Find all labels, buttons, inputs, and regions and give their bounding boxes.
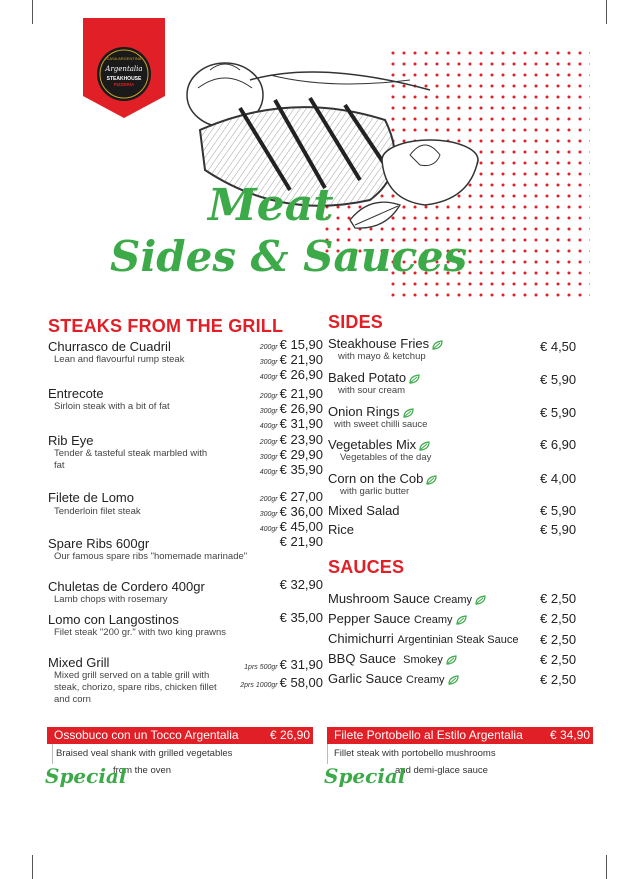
leaf-icon [456, 615, 468, 625]
special-banner [47, 727, 313, 744]
item-prices [240, 657, 323, 693]
steak-item [48, 536, 323, 563]
price-value: € 35,00 [279, 610, 323, 625]
title-meat: Meat [208, 180, 334, 231]
sauce-item [328, 671, 460, 688]
steaks-heading: STEAKS FROM THE GRILL [48, 316, 284, 336]
item-name: Mixed Grill [48, 655, 110, 670]
price-value: € 32,90 [279, 577, 323, 592]
logo-text-steakhouse: STEAKHOUSE [106, 76, 142, 82]
price-weight: 400gr [259, 469, 278, 476]
crop-mark [32, 855, 33, 879]
price-weight: 200gr [259, 439, 278, 446]
item-desc: Mixed grill served on a table grill with steak, chorizo, spare ribs, chicken fillet and corn [54, 670, 217, 705]
item-desc: with garlic butter [340, 486, 410, 497]
price-value: € 21,90 [279, 534, 323, 549]
item-desc: Tenderloin filet steak [54, 506, 141, 517]
item-desc: Our famous spare ribs "homemade marinade" [54, 551, 248, 562]
sauce-note: Argentinian Steak Sauce [397, 634, 519, 646]
item-name: Rice [328, 522, 355, 537]
price-value: € 21,90 [279, 352, 323, 367]
price-weight: 300gr [259, 454, 278, 461]
side-price: € 4,50 [540, 339, 577, 354]
divider [52, 744, 53, 764]
item-name: Rib Eye [48, 433, 94, 448]
side-item [328, 471, 438, 498]
price-weight: 400gr [259, 526, 278, 533]
item-name: Churrasco de Cuadril [48, 339, 171, 354]
price-weight: 400gr [259, 423, 278, 430]
price-value: € 21,90 [279, 386, 323, 401]
leaf-icon [419, 441, 431, 451]
side-price: € 5,90 [540, 405, 577, 420]
sauce-price: € 2,50 [540, 591, 577, 606]
side-price: € 5,90 [540, 372, 577, 387]
sides-heading: SIDES [328, 312, 384, 332]
steak-item [48, 432, 323, 477]
steak-item [48, 655, 323, 706]
special-desc-line1: Fillet steak with portobello mushrooms [334, 748, 496, 759]
crop-mark [606, 0, 607, 24]
item-name: Lomo con Langostinos [48, 612, 179, 627]
item-desc: with mayo & ketchup [338, 351, 426, 362]
price-value: € 26,90 [279, 401, 323, 416]
leaf-icon [446, 655, 458, 665]
sauce-name: Pepper Sauce [328, 611, 411, 626]
leaf-icon [475, 595, 487, 605]
side-item [328, 437, 431, 464]
price-value: € 31,90 [279, 416, 323, 431]
divider [327, 744, 328, 764]
side-price: € 5,90 [540, 503, 577, 518]
item-prices [260, 388, 323, 433]
sauce-name: Garlic Sauce [328, 671, 403, 686]
price-weight: 300gr [259, 511, 278, 518]
sauce-item [328, 651, 458, 668]
special-title: Filete Portobello al Estilo Argentalia [334, 728, 523, 742]
item-desc: Vegetables of the day [340, 452, 432, 463]
price-value: € 35,90 [279, 462, 323, 477]
side-price: € 4,00 [540, 471, 577, 486]
price-value: € 15,90 [279, 337, 323, 352]
steak-item [48, 579, 323, 606]
item-prices [280, 579, 323, 591]
sauce-name: Mushroom Sauce [328, 591, 430, 606]
item-name: Vegetables Mix [328, 437, 417, 452]
sauce-price: € 2,50 [540, 672, 577, 687]
item-desc: Lamb chops with rosemary [54, 594, 168, 605]
item-name: Baked Potato [328, 370, 407, 385]
side-item [328, 503, 400, 518]
sauce-note: Creamy [414, 614, 453, 626]
steak-item [48, 612, 323, 639]
item-name: Corn on the Cob [328, 471, 424, 486]
steak-item [48, 386, 323, 431]
item-name: Onion Rings [328, 404, 400, 419]
sauce-note: Creamy [406, 674, 445, 686]
logo [83, 18, 165, 118]
price-weight: 1prs 500gr [244, 664, 278, 671]
item-prices [280, 612, 323, 624]
special-price: € 34,90 [549, 728, 590, 742]
leaf-icon [426, 475, 438, 485]
sauce-item [328, 611, 468, 628]
steak-item [48, 489, 323, 534]
item-prices [260, 491, 323, 536]
sauce-note: Creamy [433, 594, 473, 606]
item-name: Spare Ribs 600gr [48, 536, 150, 551]
item-desc: Filet steak "200 gr." with two king prawns [54, 627, 227, 638]
price-value: € 26,90 [279, 367, 323, 382]
price-weight: 400gr [259, 374, 278, 381]
price-weight: 300gr [259, 359, 278, 366]
leaf-icon [432, 340, 444, 350]
leaf-icon [403, 408, 415, 418]
price-weight: 200gr [259, 344, 278, 351]
sauce-price: € 2,50 [540, 611, 577, 626]
sauce-name: BBQ Sauce [328, 651, 396, 666]
crop-mark [606, 855, 607, 879]
price-value: € 23,90 [279, 432, 323, 447]
sauce-price: € 2,50 [540, 652, 577, 667]
price-value: € 27,00 [279, 489, 323, 504]
special-label: Special [45, 764, 127, 788]
item-name: Entrecote [48, 386, 104, 401]
price-weight: 2prs 1000gr [240, 682, 278, 689]
logo-text-pizzeria: PIZZERIA [113, 82, 135, 87]
item-name: Steakhouse Fries [328, 336, 430, 351]
price-value: € 58,00 [279, 675, 323, 690]
sauce-item [328, 631, 518, 648]
item-desc: Lean and flavourful rump steak [54, 354, 185, 365]
item-desc: with sour cream [338, 385, 406, 396]
side-price: € 5,90 [540, 522, 577, 537]
special-title: Ossobuco con un Tocco Argentalia [54, 728, 239, 742]
leaf-icon [448, 675, 460, 685]
special-banner [327, 727, 593, 744]
special-label: Special [324, 764, 406, 788]
special-desc-line2: from the oven [113, 765, 172, 776]
sauce-note: Smokey [403, 654, 443, 666]
sauces-heading: SAUCES [328, 557, 405, 577]
side-item [328, 522, 354, 537]
item-desc: Tender & tasteful steak marbled with fat [54, 448, 208, 471]
item-name: Filete de Lomo [48, 490, 134, 505]
side-item [328, 404, 427, 431]
side-item [328, 370, 421, 397]
item-prices [260, 339, 323, 384]
item-name: Mixed Salad [328, 503, 400, 518]
price-weight: 300gr [259, 408, 278, 415]
crop-mark [32, 0, 33, 24]
logo-text-brand: Argentalia [105, 65, 143, 73]
sauce-name: Chimichurri [328, 631, 394, 646]
price-value: € 29,90 [279, 447, 323, 462]
item-prices [280, 536, 323, 548]
sauce-price: € 2,50 [540, 632, 577, 647]
price-weight: 200gr [259, 393, 278, 400]
special-price: € 26,90 [269, 728, 310, 742]
side-price: € 6,90 [540, 437, 577, 452]
item-desc: with sweet chilli sauce [334, 419, 428, 430]
special-desc-line2: and demi-glace sauce [395, 765, 488, 776]
logo-text-top: CASA ARGENTINA [106, 56, 142, 61]
item-desc: Sirloin steak with a bit of fat [54, 401, 170, 412]
price-weight: 200gr [259, 496, 278, 503]
item-name: Chuletas de Cordero 400gr [48, 579, 205, 594]
price-value: € 36,00 [279, 504, 323, 519]
special-desc-line1: Braised veal shank with grilled vegetables [56, 748, 233, 759]
steak-item [48, 337, 323, 382]
item-prices [260, 434, 323, 479]
price-value: € 31,90 [279, 657, 323, 672]
price-value: € 45,00 [279, 519, 323, 534]
side-item [328, 336, 444, 363]
title-sides-sauces: Sides & Sauces [110, 232, 468, 281]
leaf-icon [409, 374, 421, 384]
sauce-item [328, 591, 487, 608]
